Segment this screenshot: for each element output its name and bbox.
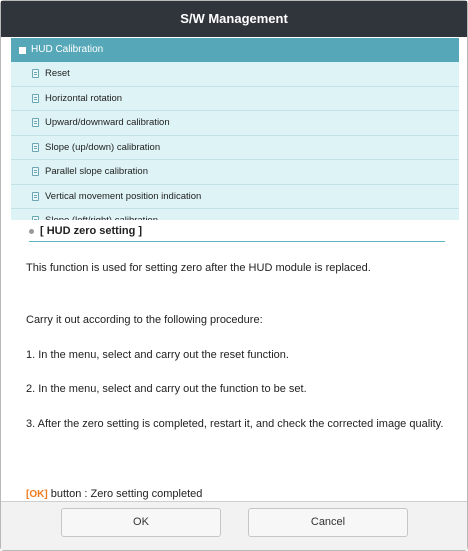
- document-icon: [32, 143, 39, 152]
- square-bullet-icon: [19, 47, 26, 54]
- document-icon: [32, 118, 39, 127]
- section-header-hud-calibration[interactable]: [11, 38, 459, 62]
- document-icon: [32, 94, 39, 103]
- menu-item-label: Slope (up/down) calibration: [45, 141, 161, 153]
- menu-item-parallel-slope-calibration[interactable]: [11, 160, 459, 185]
- procedure-step-1: 1. In the menu, select and carry out the reset function.: [26, 349, 289, 361]
- menu-item-label: Reset: [45, 68, 70, 80]
- menu-item-upward-downward-calibration[interactable]: [11, 111, 459, 136]
- cancel-button[interactable]: Cancel: [248, 508, 408, 537]
- menu-item-label: Upward/downward calibration: [45, 117, 170, 129]
- content-heading: [29, 225, 445, 242]
- document-icon: [32, 167, 39, 176]
- ok-tag: [OK]: [26, 489, 48, 500]
- help-content-panel[interactable]: [11, 220, 459, 502]
- description-paragraph: This function is used for setting zero after the HUD module is replaced.: [26, 262, 371, 274]
- ok-note-text: button : Zero setting completed: [47, 488, 203, 500]
- bullet-icon: [29, 229, 34, 234]
- menu-item-label: Vertical movement position indication: [45, 190, 202, 202]
- ok-button[interactable]: OK: [61, 508, 221, 537]
- dialog-title: S/W Management: [1, 1, 467, 37]
- menu-item-label: Parallel slope calibration: [45, 166, 148, 178]
- heading-text: [ HUD zero setting ]: [40, 225, 143, 237]
- procedure-intro: Carry it out according to the following procedure:: [26, 314, 263, 326]
- procedure-step-3: 3. After the zero setting is completed, restart it, and check the corrected image quality.: [26, 418, 444, 430]
- document-icon: [32, 192, 39, 201]
- procedure-step-2: 2. In the menu, select and carry out the function to be set.: [26, 383, 307, 395]
- menu-item-reset[interactable]: [11, 62, 459, 87]
- menu-item-slope-up-down-calibration[interactable]: [11, 136, 459, 161]
- menu-item-label: Horizontal rotation: [45, 92, 123, 104]
- document-icon: [32, 69, 39, 78]
- calibration-menu-list[interactable]: [11, 62, 459, 220]
- dialog-footer: [1, 501, 467, 550]
- section-title: HUD Calibration: [31, 44, 104, 55]
- menu-item-horizontal-rotation[interactable]: [11, 87, 459, 112]
- menu-item-vertical-movement-position[interactable]: [11, 185, 459, 210]
